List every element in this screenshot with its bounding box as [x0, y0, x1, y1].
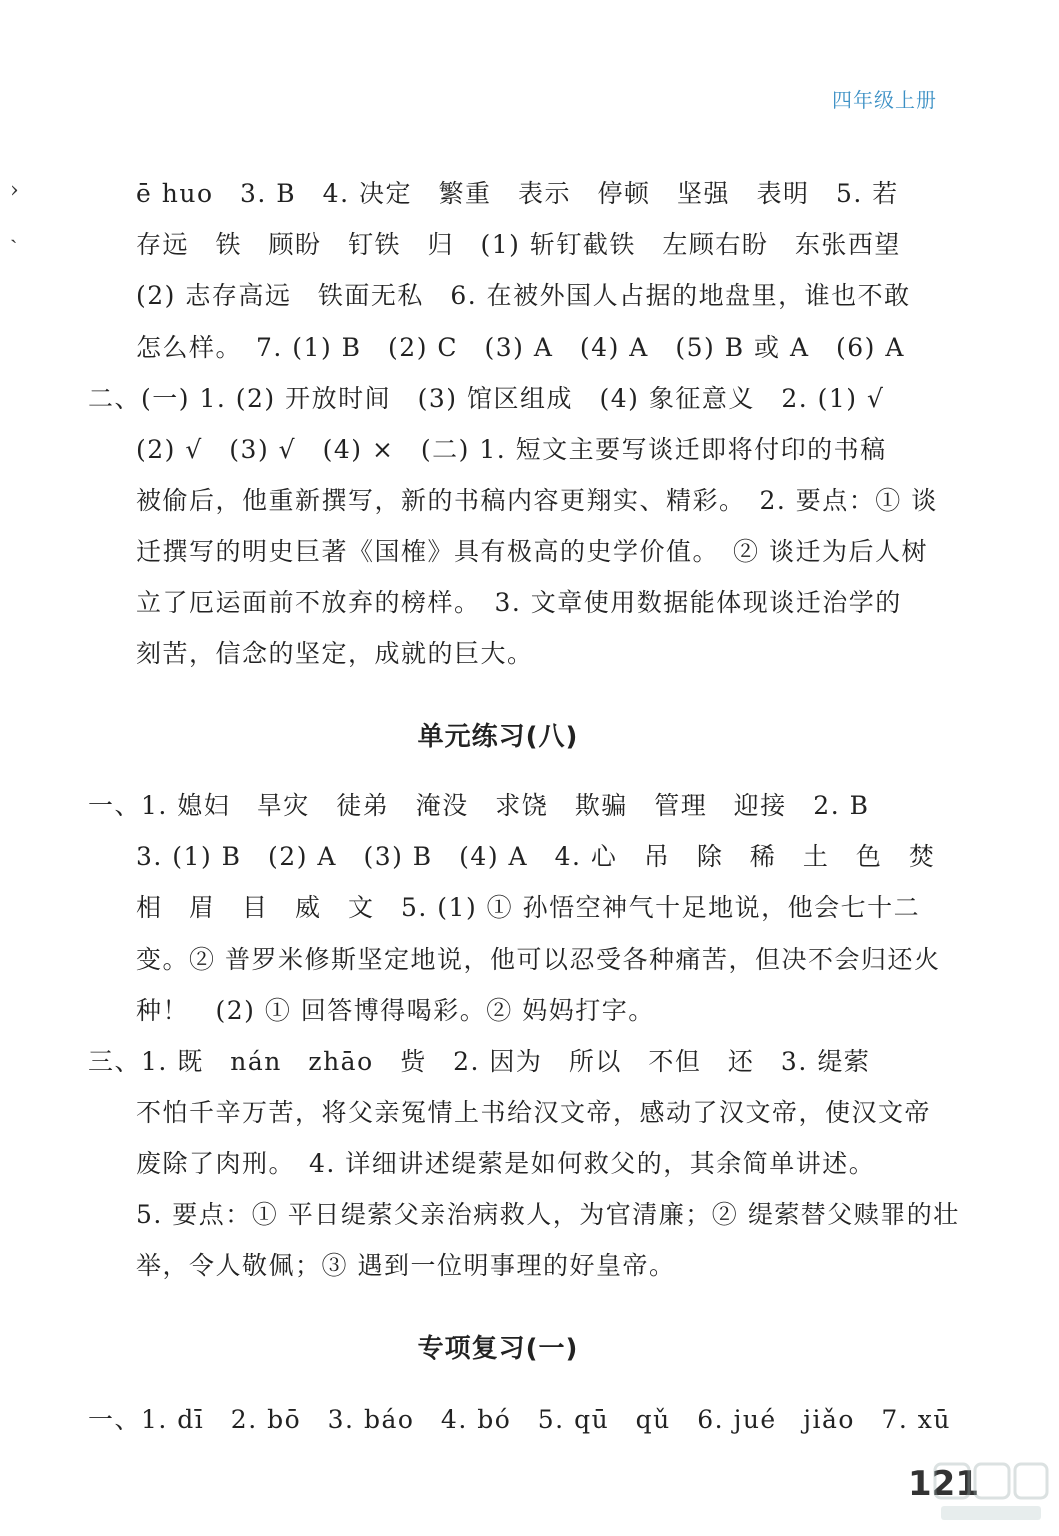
text-line: 迁撰写的明史巨著《国榷》具有极高的史学价值。 ② 谈迁为后人树 [136, 537, 928, 566]
text-line: 种！ (2) ① 回答博得喝彩。② 妈妈打字。 [136, 996, 655, 1025]
text-line: 废除了肉刑。 4. 详细讲述缇萦是如何救父的，其余简单讲述。 [136, 1149, 876, 1178]
section-title: 单元练习(八) [417, 722, 579, 752]
text-line: 一、1. dī 2. bō 3. báo 4. bó 5. qū qǔ 6. jué jiǎo 7. xū [88, 1405, 951, 1434]
text-line: (2) √ (3) √ (4) × (二) 1. 短文主要写谈迁即将付印的书稿 [136, 435, 887, 464]
text-line: 5. 要点：① 平日缇萦父亲治病救人，为官清廉；② 缇萦替父赎罪的壮 [136, 1200, 960, 1229]
text-line: 相 眉 目 威 文 5. (1) ① 孙悟空神气十足地说，他会七十二 [136, 893, 921, 922]
grade-label: 四年级上册 [832, 88, 937, 112]
section-title: 专项复习(一) [417, 1334, 579, 1364]
margin-mark: ˎ [10, 219, 18, 244]
margin-mark: › [10, 178, 19, 203]
text-line: 3. (1) B (2) A (3) B (4) A 4. 心 吊 除 稀 土 色 焚 [136, 842, 936, 871]
text-line: 怎么样。 7. (1) B (2) C (3) A (4) A (5) B 或 A (6) A [136, 333, 905, 362]
text-line: 立了厄运面前不放弃的榜样。 3. 文章使用数据能体现谈迁治学的 [136, 588, 902, 617]
text-line: 举，令人敬佩；③ 遇到一位明事理的好皇帝。 [136, 1251, 676, 1280]
watermark-logo [931, 1458, 1051, 1528]
text-line: (2) 志存高远 铁面无私 6. 在被外国人占据的地盘里，谁也不敢 [136, 281, 911, 310]
page-number: 121 [908, 1464, 979, 1504]
text-line: ē huo 3. B 4. 决定 繁重 表示 停顿 坚强 表明 5. 若 [136, 179, 899, 208]
text-line: 三、1. 既 nán zhāo 赀 2. 因为 所以 不但 还 3. 缇萦 [88, 1047, 871, 1076]
text-line: 刻苦，信念的坚定，成就的巨大。 [136, 639, 534, 668]
text-line: 变。② 普罗米修斯坚定地说，他可以忍受各种痛苦，但决不会归还火 [136, 945, 941, 974]
text-line: 二、(一) 1. (2) 开放时间 (3) 馆区组成 (4) 象征意义 2. (1) √ [88, 384, 885, 413]
text-line: 一、1. 媳妇 旱灾 徒弟 淹没 求饶 欺骗 管理 迎接 2. B [88, 791, 870, 820]
text-line: 存远 铁 顾盼 钉铁 归 (1) 斩钉截铁 左顾右盼 东张西望 [136, 230, 901, 259]
text-line: 不怕千辛万苦，将父亲冤情上书给汉文帝，感动了汉文帝，使汉文帝 [136, 1098, 932, 1127]
text-line: 被偷后，他重新撰写，新的书稿内容更翔实、精彩。 2. 要点：① 谈 [136, 486, 938, 515]
